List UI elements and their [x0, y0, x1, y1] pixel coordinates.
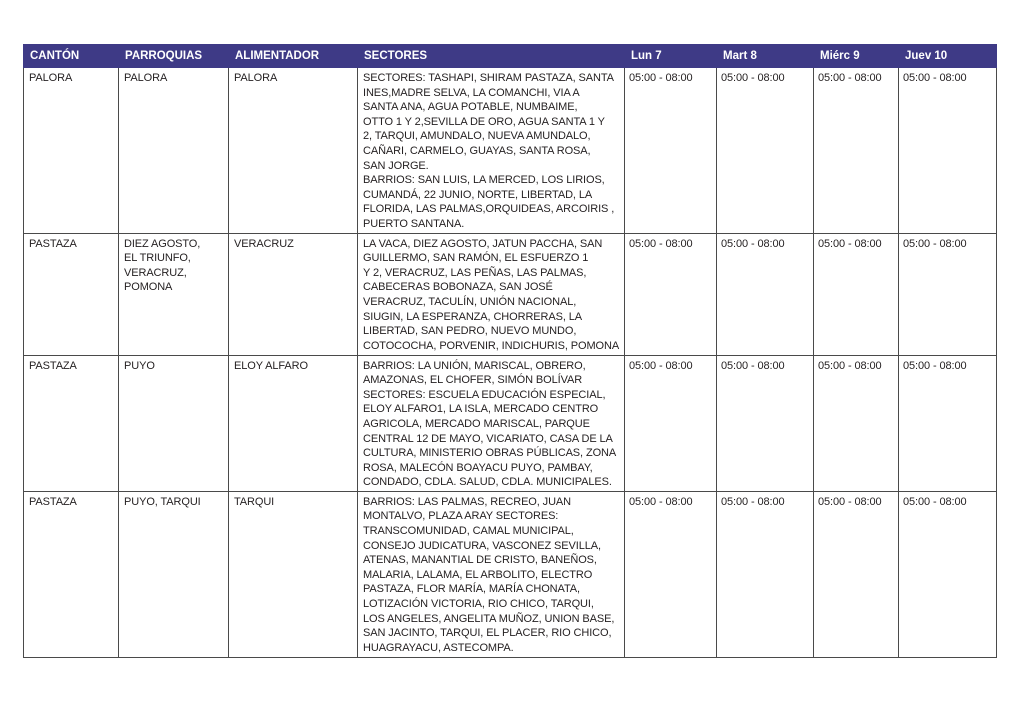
header-canton: CANTÓN [24, 45, 119, 68]
parroquia-line: PUYO, TARQUI [124, 495, 201, 508]
cell-mar: 05:00 - 08:00 [717, 233, 814, 355]
cell-sectores [358, 355, 625, 491]
cell-lun: 05:00 - 08:00 [625, 233, 717, 355]
header-parroquias: PARROQUIAS [119, 45, 229, 68]
sector-line: PASTAZA, FLOR MARÍA, MARÍA CHONATA, [363, 583, 580, 596]
sector-line: LIBERTAD, SAN PEDRO, NUEVO MUNDO, [363, 325, 577, 338]
table-row [24, 68, 997, 234]
sector-line: VERACRUZ, TACULÍN, UNIÓN NACIONAL, [363, 295, 577, 308]
cell-sectores [358, 491, 625, 657]
sector-line: LOS ANGELES, ANGELITA MUÑOZ, UNION BASE, [363, 612, 615, 625]
sector-line: CONDADO, CDLA. SALUD, CDLA. MUNICIPALES. [363, 476, 612, 489]
cell-jue: 05:00 - 08:00 [899, 355, 997, 491]
cell-parroquias [119, 68, 229, 234]
outage-schedule-table [23, 44, 997, 658]
cell-sectores [358, 68, 625, 234]
schedule-sheet [23, 44, 996, 658]
header-lun: Lun 7 [625, 45, 717, 68]
sector-line: SECTORES: TASHAPI, SHIRAM PASTAZA, SANTA [363, 72, 614, 84]
cell-parroquias [119, 491, 229, 657]
parroquia-line: PALORA [124, 72, 168, 84]
cell-canton: PASTAZA [24, 491, 119, 657]
sector-line: CULTURA, MINISTERIO OBRAS PÚBLICAS, ZONA [363, 447, 617, 460]
cell-mar: 05:00 - 08:00 [717, 491, 814, 657]
table-row [24, 491, 997, 657]
sector-line: BARRIOS: SAN LUIS, LA MERCED, LOS LIRIOS, [363, 174, 605, 187]
sector-line: SIUGIN, LA ESPERANZA, CHORRERAS, LA [363, 310, 583, 323]
cell-jue: 05:00 - 08:00 [899, 68, 997, 234]
sector-line: INES,MADRE SELVA, LA COMANCHI, VIA A [363, 86, 580, 99]
sector-line: 2, TARQUI, AMUNDALO, NUEVA AMUNDALO, [363, 130, 591, 143]
table-row [24, 355, 997, 491]
sector-line: COTOCOCHA, PORVENIR, INDICHURIS, POMONA [363, 339, 620, 352]
cell-alimentador: ELOY ALFARO [229, 355, 358, 491]
cell-alimentador: PALORA [229, 68, 358, 234]
cell-mie: 05:00 - 08:00 [814, 68, 899, 234]
parroquia-line: DIEZ AGOSTO, [124, 237, 201, 250]
sector-line: AGRICOLA, MERCADO MARISCAL, PARQUE [363, 417, 590, 430]
cell-mie: 05:00 - 08:00 [814, 355, 899, 491]
sector-line: Y 2, VERACRUZ, LAS PEÑAS, LAS PALMAS, [363, 266, 587, 279]
parroquia-line: PUYO [124, 359, 155, 372]
header-sectores: SECTORES [358, 45, 625, 68]
sector-line: TRANSCOMUNIDAD, CAMAL MUNICIPAL, [363, 525, 574, 538]
cell-lun: 05:00 - 08:00 [625, 491, 717, 657]
header-mar: Mart 8 [717, 45, 814, 68]
sector-line: SECTORES: ESCUELA EDUCACIÓN ESPECIAL, [363, 388, 606, 401]
table-row [24, 233, 997, 355]
sector-line: SAN JORGE. [363, 159, 429, 172]
sector-line: LOTIZACIÓN VICTORIA, RIO CHICO, TARQUI, [363, 598, 594, 611]
table-body [24, 68, 997, 658]
cell-alimentador: TARQUI [229, 491, 358, 657]
parroquia-line: EL TRIUNFO, [124, 252, 191, 265]
cell-parroquias [119, 233, 229, 355]
cell-jue: 05:00 - 08:00 [899, 233, 997, 355]
header-mie: Miérc 9 [814, 45, 899, 68]
sector-line: CAÑARI, CARMELO, GUAYAS, SANTA ROSA, [363, 144, 591, 157]
cell-alimentador: VERACRUZ [229, 233, 358, 355]
cell-lun: 05:00 - 08:00 [625, 68, 717, 234]
sector-line: GUILLERMO, SAN RAMÓN, EL ESFUERZO 1 [363, 252, 589, 265]
cell-jue: 05:00 - 08:00 [899, 491, 997, 657]
sector-line: ROSA, MALECÓN BOAYACU PUYO, PAMBAY, [363, 461, 593, 474]
table-header-row [24, 45, 997, 68]
cell-mar: 05:00 - 08:00 [717, 355, 814, 491]
sector-line: ATENAS, MANANTIAL DE CRISTO, BANEÑOS, [363, 554, 597, 567]
header-jue: Juev 10 [899, 45, 997, 68]
sector-line: HUAGRAYACU, ASTECOMPA. [363, 641, 514, 654]
cell-parroquias [119, 355, 229, 491]
cell-canton: PASTAZA [24, 233, 119, 355]
sector-line: BARRIOS: LAS PALMAS, RECREO, JUAN [363, 495, 571, 508]
sector-line: LA VACA, DIEZ AGOSTO, JATUN PACCHA, SAN [363, 237, 603, 250]
cell-mie: 05:00 - 08:00 [814, 233, 899, 355]
sector-line: MALARIA, LALAMA, EL ARBOLITO, ELECTRO [363, 568, 593, 581]
cell-sectores [358, 233, 625, 355]
sector-line: FLORIDA, LAS PALMAS,ORQUIDEAS, ARCOIRIS , [363, 203, 615, 216]
cell-mie: 05:00 - 08:00 [814, 491, 899, 657]
cell-canton: PALORA [24, 68, 119, 234]
sector-line: CENTRAL 12 DE MAYO, VICARIATO, CASA DE LA [363, 432, 613, 445]
sector-line: MONTALVO, PLAZA ARAY SECTORES: [363, 510, 559, 523]
header-alimentador: ALIMENTADOR [229, 45, 358, 68]
sector-line: BARRIOS: LA UNIÓN, MARISCAL, OBRERO, [363, 359, 586, 372]
sector-line: ELOY ALFARO1, LA ISLA, MERCADO CENTRO [363, 403, 599, 416]
parroquia-line: VERACRUZ, [124, 266, 187, 279]
sector-line: AMAZONAS, EL CHOFER, SIMÓN BOLÍVAR [363, 374, 583, 387]
sector-line: CUMANDÁ, 22 JUNIO, NORTE, LIBERTAD, LA [363, 188, 593, 201]
cell-canton: PASTAZA [24, 355, 119, 491]
sector-line: CABECERAS BOBONAZA, SAN JOSÉ [363, 281, 553, 294]
sector-line: CONSEJO JUDICATURA, VASCONEZ SEVILLA, [363, 539, 601, 552]
sector-line: OTTO 1 Y 2,SEVILLA DE ORO, AGUA SANTA 1 Y [363, 115, 605, 128]
sector-line: SAN JACINTO, TARQUI, EL PLACER, RIO CHICO, [363, 627, 612, 640]
sector-line: PUERTO SANTANA. [363, 217, 465, 230]
parroquia-line: POMONA [124, 281, 173, 294]
sector-line: SANTA ANA, AGUA POTABLE, NUMBAIME, [363, 101, 578, 114]
cell-mar: 05:00 - 08:00 [717, 68, 814, 234]
cell-lun: 05:00 - 08:00 [625, 355, 717, 491]
